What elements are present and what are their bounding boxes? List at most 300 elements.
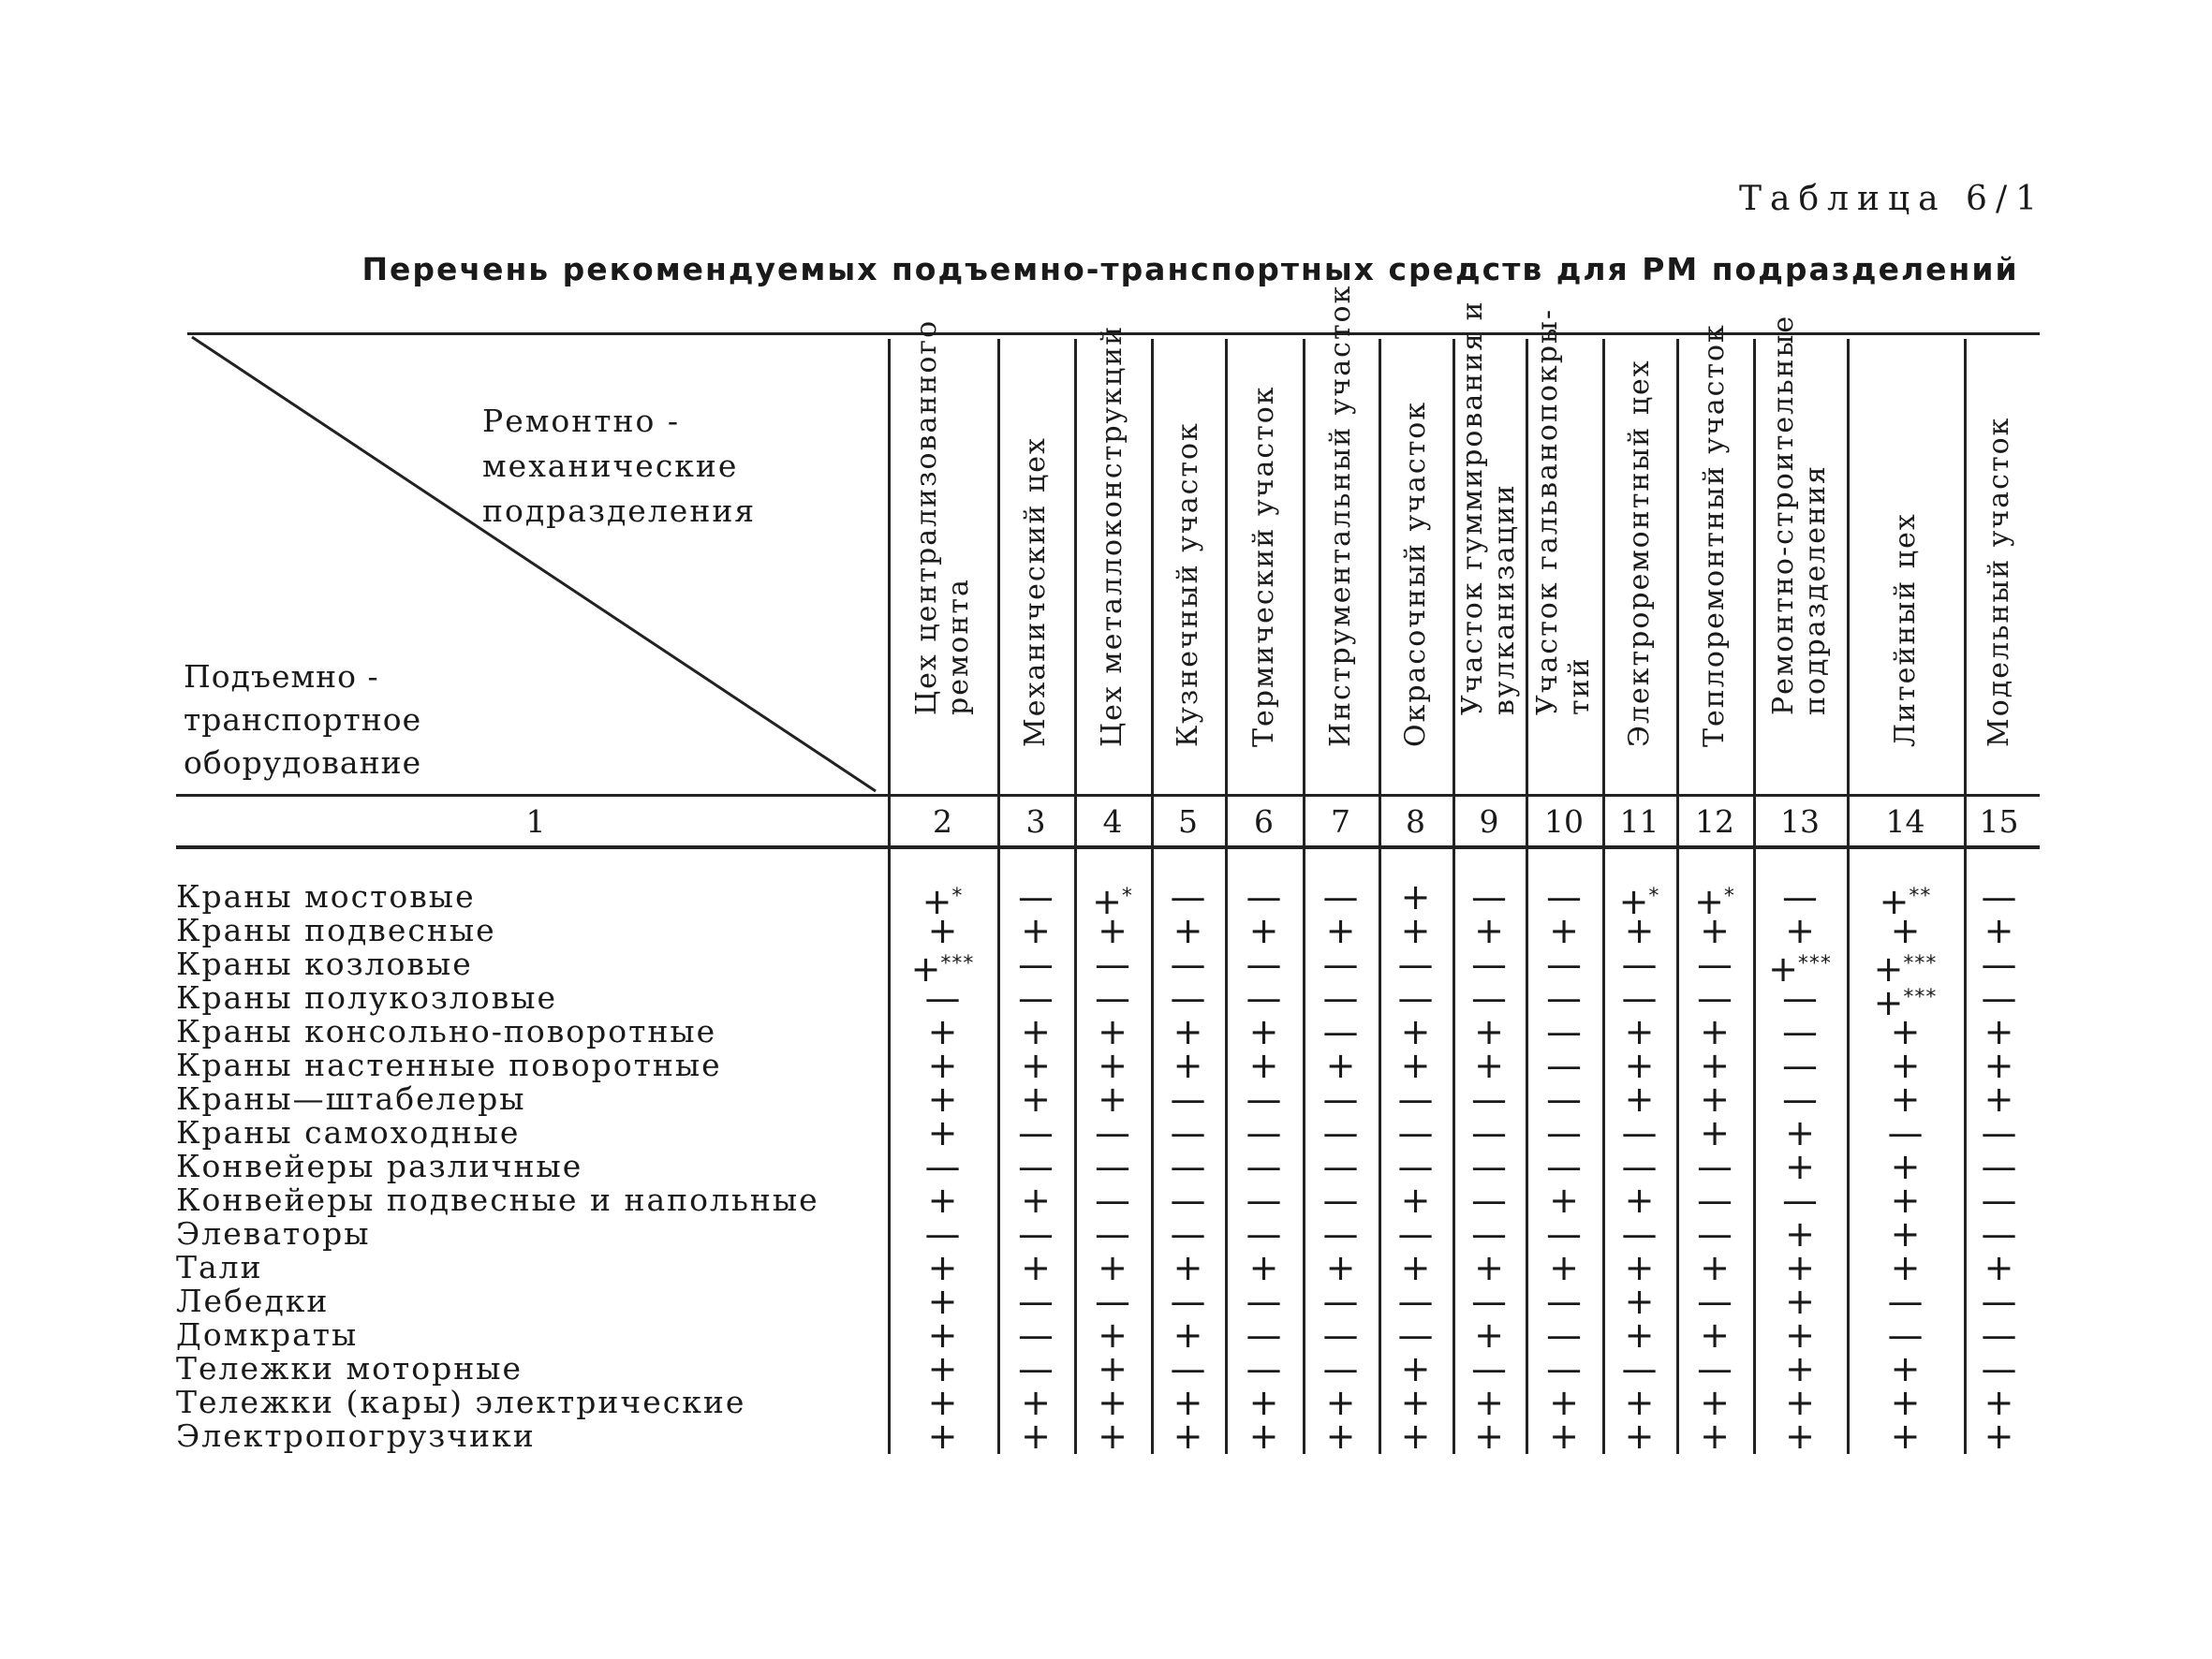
row-label: Конвейеры подвесные и напольные [176, 1182, 819, 1218]
column-divider [1379, 339, 1381, 1454]
table-cell: + [1785, 1314, 1815, 1356]
column-header-3 [997, 339, 1074, 779]
table-cell: — [1018, 1348, 1054, 1389]
row-label: Краны подвесные [176, 912, 496, 948]
column-header-text [1020, 436, 1052, 747]
corner-top-line-2: подразделения [482, 492, 757, 529]
table-cell: — [1018, 1314, 1054, 1356]
table-title: Перечень рекомендуемых подъемно-транспортных средств для РМ подразделений [361, 251, 2019, 287]
table-cell: — [1018, 977, 1054, 1019]
table-cell: — [1095, 1180, 1130, 1221]
footnote-mark: ** [1909, 885, 1932, 908]
column-header-text [1624, 359, 1656, 747]
table-cell: — [1471, 1146, 1507, 1187]
table-cell: — [1887, 1281, 1924, 1322]
table-cell: + [927, 1314, 958, 1356]
column-header-text [911, 319, 975, 715]
column-header-4 [1074, 324, 1151, 779]
table-cell: + [1325, 1416, 1356, 1457]
table-cell: — [1397, 1281, 1434, 1322]
column-number-13: 13 [1780, 803, 1820, 840]
table-cell: — [1322, 1213, 1359, 1255]
table-cell: — [1471, 1281, 1507, 1322]
table-cell: — [1621, 1112, 1658, 1153]
column-header-12 [1676, 323, 1753, 779]
table-cell: + [1785, 1382, 1815, 1423]
table-cell: — [1981, 1348, 2017, 1389]
table-cell: + [1785, 1247, 1815, 1288]
table-cell: + [1248, 910, 1279, 951]
column-divider [1847, 339, 1850, 1454]
table-cell: + [927, 1416, 958, 1457]
table-cell: — [1322, 944, 1359, 985]
table-cell: +*** [1873, 982, 1938, 1023]
table-cell: + [1021, 1079, 1051, 1120]
table-cell: — [1322, 1314, 1359, 1356]
table-cell: + [1474, 1011, 1504, 1052]
table-cell: — [1246, 1281, 1282, 1322]
table-cell: — [1546, 1213, 1582, 1255]
footnote-mark: *** [1797, 952, 1832, 976]
table-cell: + [1785, 1416, 1815, 1457]
column-number-11: 11 [1619, 803, 1659, 840]
table-cell: — [1546, 1348, 1582, 1389]
table-cell: — [1170, 876, 1206, 918]
footnote-mark: *** [1903, 986, 1938, 1009]
column-header-text [1325, 285, 1357, 747]
column-divider [888, 339, 891, 1454]
table-cell: — [1397, 1213, 1434, 1255]
table-cell: — [1246, 1079, 1282, 1120]
table-cell: + [1474, 1045, 1504, 1086]
table-cell: — [1246, 1180, 1282, 1221]
table-cell: — [1397, 1112, 1434, 1153]
column-header-11 [1602, 339, 1676, 779]
table-cell: — [1546, 1314, 1582, 1356]
column-header-text [1699, 323, 1731, 747]
table-cell: + [1890, 1348, 1921, 1389]
table-cell: + [927, 1247, 958, 1288]
table-cell: — [1170, 1281, 1206, 1322]
table-cell: + [1400, 876, 1431, 918]
column-header-line: Инструментальный участок [1323, 284, 1357, 747]
table-cell: — [1322, 1180, 1359, 1221]
corner-header-rows [184, 655, 614, 785]
table-cell: + [1890, 1146, 1921, 1187]
table-cell: + [1700, 1382, 1730, 1423]
table-cell: + [1474, 1247, 1504, 1288]
table-cell: — [1246, 1146, 1282, 1187]
column-divider [1676, 339, 1679, 1454]
table-cell: + [1098, 1247, 1128, 1288]
row-label: Краны мостовые [176, 878, 476, 915]
table-cell: + [1890, 1416, 1921, 1457]
table-cell: + [1021, 1180, 1051, 1221]
table-cell: — [1621, 977, 1658, 1019]
table-cell: + [927, 910, 958, 951]
table-cell: — [1471, 1112, 1507, 1153]
column-divider [1074, 339, 1077, 1454]
table-cell: + [1325, 1247, 1356, 1288]
table-cell: — [1981, 1213, 2017, 1255]
table-cell: + [1549, 1416, 1579, 1457]
table-cell: + [1098, 1314, 1128, 1356]
table-cell: — [1471, 1079, 1507, 1120]
table-cell: — [1170, 977, 1206, 1019]
corner-top-line-1: Ремонтно - механические [482, 403, 739, 484]
table-cell: + [1983, 1045, 2014, 1086]
table-cell: + [1700, 1079, 1730, 1120]
column-header-line: Окрасочный участок [1398, 400, 1432, 747]
table-cell: — [1981, 944, 2017, 985]
table-cell: + [1549, 1382, 1579, 1423]
column-header-text [1097, 325, 1128, 747]
column-header-line: ремонта [941, 578, 975, 715]
row-label: Краны—штабелеры [176, 1080, 526, 1117]
table-cell: + [1890, 1382, 1921, 1423]
corner-header-columns [482, 399, 885, 534]
column-header-line: тий [1563, 656, 1596, 715]
table-cell: — [1782, 977, 1818, 1019]
table-cell: — [1170, 1180, 1206, 1221]
table-cell: — [924, 1213, 961, 1255]
row-label: Домкраты [176, 1316, 359, 1353]
table-cell: + [1400, 1348, 1431, 1389]
column-header-text [1172, 421, 1204, 747]
table-cell: + [1172, 1045, 1203, 1086]
row-label: Краны консольно-поворотные [176, 1013, 717, 1050]
row-label: Тали [176, 1249, 263, 1285]
table-cell: — [1471, 1180, 1507, 1221]
table-cell: + [1325, 1382, 1356, 1423]
table-cell: — [1170, 1112, 1206, 1153]
table-cell: — [1887, 1112, 1924, 1153]
row-label: Тележки (кары) электрические [176, 1384, 746, 1420]
table-cell: — [1397, 977, 1434, 1019]
column-number-9: 9 [1479, 803, 1499, 840]
table-cell: — [1981, 1314, 2017, 1356]
table-cell: — [1782, 1045, 1818, 1086]
table-cell: +* [1092, 881, 1133, 922]
table-cell: + [1983, 1382, 2014, 1423]
row-label: Краны козловые [176, 946, 473, 982]
table-cell: + [927, 1281, 958, 1322]
table-cell: — [1697, 1180, 1733, 1221]
table-cell: +* [1694, 881, 1735, 922]
table-cell: + [927, 1011, 958, 1052]
row-label: Тележки моторные [176, 1350, 524, 1387]
table-cell: — [1397, 944, 1434, 985]
table-cell: + [1248, 1416, 1279, 1457]
table-cell: + [1172, 1416, 1203, 1457]
table-cell: + [1624, 1079, 1655, 1120]
table-cell: + [1098, 910, 1128, 951]
table-cell: + [1624, 1314, 1655, 1356]
table-cell: — [1782, 876, 1818, 918]
table-cell: — [1170, 1146, 1206, 1187]
table-cell: + [1624, 1247, 1655, 1288]
column-divider [1526, 339, 1528, 1454]
column-header-text [1457, 300, 1521, 715]
table-cell: + [1700, 1112, 1730, 1153]
table-cell: — [1322, 977, 1359, 1019]
table-cell: — [1018, 876, 1054, 918]
table-cell: + [1624, 1011, 1655, 1052]
table-cell: — [1170, 1079, 1206, 1120]
table-cell: +* [1618, 881, 1660, 922]
column-header-14 [1847, 339, 1964, 779]
table-cell: + [1021, 1045, 1051, 1086]
table-cell: + [1400, 1247, 1431, 1288]
table-cell: — [1246, 944, 1282, 985]
table-cell: — [1546, 977, 1582, 1019]
table-cell: + [1890, 1079, 1921, 1120]
table-cell: + [1248, 1247, 1279, 1288]
table-cell: + [1890, 1045, 1921, 1086]
table-cell: + [1700, 1314, 1730, 1356]
table-cell: — [1170, 1213, 1206, 1255]
column-header-line: Теплоремонтный участок [1698, 323, 1731, 747]
table-cell: — [1095, 1112, 1130, 1153]
table-cell: + [1700, 1247, 1730, 1288]
column-number-1: 1 [525, 803, 546, 840]
column-number-4: 4 [1102, 803, 1123, 840]
table-cell: — [1170, 1348, 1206, 1389]
table-cell: — [1546, 1281, 1582, 1322]
column-header-8 [1379, 339, 1453, 779]
column-header-text [1400, 401, 1432, 747]
table-cell: — [1246, 1348, 1282, 1389]
table-cell: — [1322, 1112, 1359, 1153]
table-cell: — [1246, 876, 1282, 918]
table-cell: + [1474, 910, 1504, 951]
column-header-6 [1225, 339, 1303, 779]
table-cell: — [1697, 1213, 1733, 1255]
table-cell: + [927, 1112, 958, 1153]
table-cell: — [1981, 977, 2017, 1019]
row-label: Краны полукозловые [176, 979, 558, 1016]
table-cell: + [927, 1045, 958, 1086]
table-cell: — [1246, 977, 1282, 1019]
table-cell: + [927, 1079, 958, 1120]
table-cell: — [1322, 1079, 1359, 1120]
table-cell: + [1549, 910, 1579, 951]
table-cell: + [1400, 1416, 1431, 1457]
corner-bottom-line-2: оборудование [184, 744, 422, 781]
table-cell: + [1785, 1112, 1815, 1153]
table-cell: — [1782, 1180, 1818, 1221]
corner-bottom-line-1: Подъемно - транспортное [184, 658, 422, 738]
column-header-2 [888, 318, 997, 779]
table-cell: +*** [1873, 948, 1938, 990]
table-cell: — [1095, 977, 1130, 1019]
table-cell: + [1624, 1416, 1655, 1457]
table-cell: +*** [910, 948, 975, 990]
column-divider [1753, 339, 1756, 1454]
column-number-3: 3 [1025, 803, 1046, 840]
table-cell: + [1021, 1011, 1051, 1052]
table-cell: — [1981, 1180, 2017, 1221]
row-label: Электропогрузчики [176, 1417, 536, 1454]
table-cell: + [1624, 1180, 1655, 1221]
table-cell: — [1018, 1146, 1054, 1187]
column-divider [1225, 339, 1228, 1454]
column-header-text [1768, 315, 1832, 715]
table-cell: — [1981, 1112, 2017, 1153]
table-cell: + [927, 1382, 958, 1423]
table-cell: + [1624, 1281, 1655, 1322]
column-number-15: 15 [1979, 803, 2019, 840]
table-cell: — [1697, 1281, 1733, 1322]
table-cell: — [1471, 1213, 1507, 1255]
column-divider [1602, 339, 1605, 1454]
column-header-10 [1526, 308, 1602, 779]
table-cell: + [1098, 1416, 1128, 1457]
table-cell: + [1700, 1416, 1730, 1457]
footnote-mark: * [1723, 885, 1735, 908]
column-divider [1964, 339, 1967, 1454]
column-number-5: 5 [1178, 803, 1198, 840]
table-cell: — [1246, 1314, 1282, 1356]
table-cell: — [1621, 1213, 1658, 1255]
table-cell: — [1246, 1213, 1282, 1255]
table-cell: — [924, 977, 961, 1019]
table-cell: + [1474, 1416, 1504, 1457]
column-header-line: Механический цех [1019, 436, 1052, 747]
table-cell: + [1021, 910, 1051, 951]
table-cell: + [1248, 1011, 1279, 1052]
table-cell: — [1322, 1281, 1359, 1322]
table-cell: — [1887, 1314, 1924, 1356]
column-header-line: Цех централизованного [909, 318, 943, 715]
table-cell: — [1095, 1281, 1130, 1322]
table-cell: — [1981, 876, 2017, 918]
column-divider [997, 339, 1000, 1454]
table-cell: — [1697, 1348, 1733, 1389]
column-divider [1151, 339, 1154, 1454]
table-cell: — [1697, 944, 1733, 985]
table-cell: + [1325, 910, 1356, 951]
table-cell: — [1981, 1146, 2017, 1187]
table-cell: + [1700, 1011, 1730, 1052]
table-cell: — [1546, 944, 1582, 985]
column-number-10: 10 [1544, 803, 1584, 840]
table-cell: — [1981, 1281, 2017, 1322]
column-header-5 [1151, 339, 1225, 779]
table-cell: + [1785, 1348, 1815, 1389]
table-cell: + [1700, 1045, 1730, 1086]
table-cell: + [1549, 1247, 1579, 1288]
table-cell: + [1400, 910, 1431, 951]
table-cell: — [1018, 1281, 1054, 1322]
table-cell: + [1890, 910, 1921, 951]
table-cell: + [1021, 1247, 1051, 1288]
table-cell: + [1474, 1314, 1504, 1356]
table-cell: + [1172, 1314, 1203, 1356]
column-header-line: Литейный цех [1888, 512, 1922, 747]
column-number-6: 6 [1254, 803, 1274, 840]
table-cell: — [1782, 1011, 1818, 1052]
table-cell: — [1546, 876, 1582, 918]
column-number-12: 12 [1695, 803, 1734, 840]
table-cell: + [1400, 1180, 1431, 1221]
table-cell: + [1021, 1382, 1051, 1423]
column-number-14: 14 [1885, 803, 1925, 840]
table-cell: — [924, 1146, 961, 1187]
table-cell: — [1397, 1314, 1434, 1356]
table-cell: +*** [1768, 948, 1832, 990]
table-cell: + [1400, 1382, 1431, 1423]
table-cell: + [1098, 1011, 1128, 1052]
column-header-line: вулканизации [1488, 483, 1521, 715]
table-cell: + [1624, 1045, 1655, 1086]
column-number-2: 2 [933, 803, 952, 840]
column-header-15 [1964, 339, 2034, 779]
table-cell: + [1785, 1146, 1815, 1187]
footnote-mark: * [951, 885, 964, 908]
table-cell: — [1095, 1146, 1130, 1187]
table-cell: — [1697, 1146, 1733, 1187]
table-cell: — [1621, 1348, 1658, 1389]
table-cell: — [1246, 1112, 1282, 1153]
table-cell: +* [922, 881, 964, 922]
table-cell: + [1098, 1045, 1128, 1086]
table-label: Таблица 6/1 [1738, 180, 2045, 218]
table-cell: — [1546, 1045, 1582, 1086]
table-cell: + [1474, 1382, 1504, 1423]
column-number-8: 8 [1406, 803, 1425, 840]
table-cell: + [1983, 1079, 2014, 1120]
row-label: Лебедки [176, 1283, 330, 1319]
table-cell: — [1397, 1079, 1434, 1120]
table-cell: — [1782, 1079, 1818, 1120]
table-cell: + [1098, 1382, 1128, 1423]
table-cell: + [1021, 1416, 1051, 1457]
column-header-text [1890, 512, 1922, 747]
table-cell: — [1018, 944, 1054, 985]
row-label: Конвейеры различные [176, 1148, 583, 1184]
table-cell: — [1621, 1146, 1658, 1187]
table-cell: + [1785, 910, 1815, 951]
row-label: Краны настенные поворотные [176, 1047, 722, 1083]
table-cell: + [1248, 1382, 1279, 1423]
table-cell: + [1172, 910, 1203, 951]
table-cell: + [1248, 1045, 1279, 1086]
table-cell: + [1890, 1011, 1921, 1052]
table-cell: + [1890, 1213, 1921, 1255]
column-header-line: Термический участок [1246, 385, 1280, 747]
table-cell: — [1322, 1146, 1359, 1187]
table-cell: — [1170, 944, 1206, 985]
column-header-text [1983, 417, 2015, 747]
footnote-mark: * [1648, 885, 1660, 908]
table-cell: + [1325, 1045, 1356, 1086]
table-cell: + [1983, 910, 2014, 951]
column-header-7 [1303, 284, 1379, 779]
table-cell: — [1471, 876, 1507, 918]
column-header-9 [1453, 300, 1526, 779]
table-cell: + [1400, 1045, 1431, 1086]
table-cell: — [1095, 1213, 1130, 1255]
table-cell: + [927, 1180, 958, 1221]
table-cell: — [1018, 1213, 1054, 1255]
table-cell: — [1471, 977, 1507, 1019]
table-cell: + [1624, 1382, 1655, 1423]
column-header-line: Участок гальванопокры- [1531, 308, 1564, 715]
column-header-line: Цех металлоконструкций [1096, 324, 1128, 747]
table-cell: +** [1879, 881, 1932, 922]
table-cell: — [1546, 1079, 1582, 1120]
